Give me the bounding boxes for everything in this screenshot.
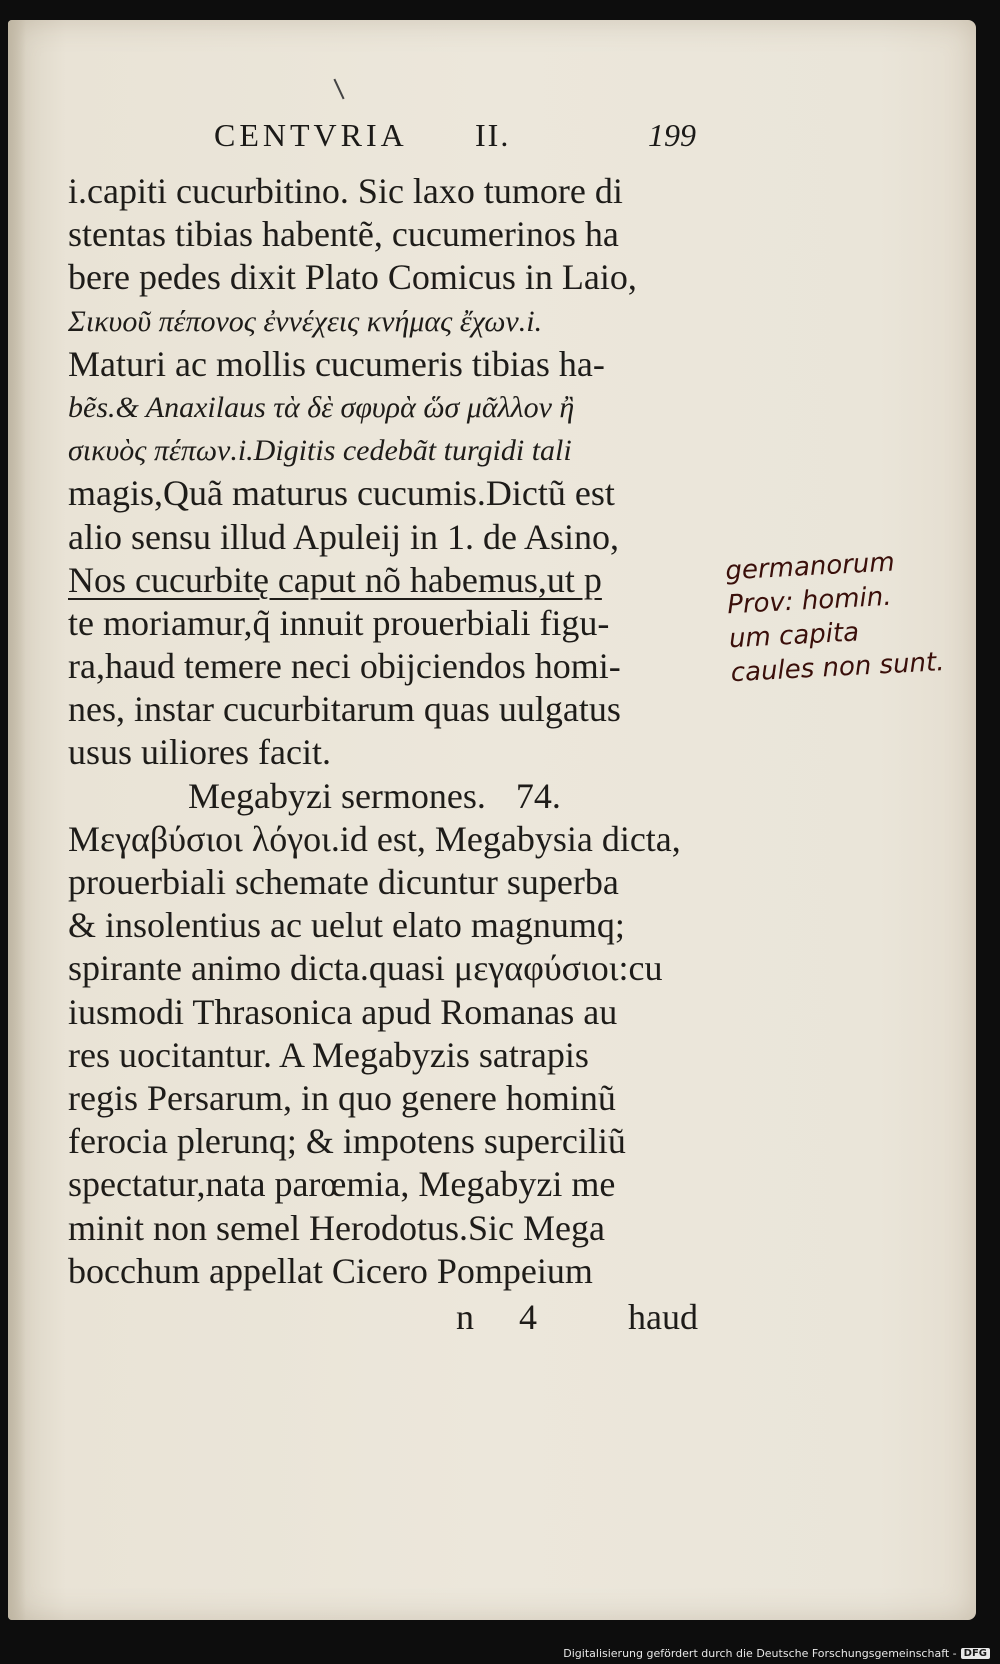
line-text: bere pedes dixit Plato Comicus in Laio, bbox=[68, 257, 637, 298]
text-line bbox=[68, 516, 728, 559]
text-line bbox=[68, 429, 728, 472]
text-line bbox=[68, 818, 728, 861]
line-text: σικυὸς πέπων.i.Digitis cedebãt turgidi tali bbox=[68, 434, 572, 468]
text-line bbox=[68, 904, 728, 947]
line-text: usus uiliores facit. bbox=[68, 732, 331, 773]
text-line bbox=[68, 256, 728, 299]
section-heading: Megabyzi sermones. bbox=[188, 775, 486, 816]
text-line bbox=[68, 472, 728, 515]
text-line bbox=[68, 1120, 728, 1163]
line-text: stentas tibias habentẽ, cucumerinos ha bbox=[68, 214, 619, 255]
text-line bbox=[68, 213, 728, 256]
text-line bbox=[68, 1034, 728, 1077]
marginal-note-line: germanorum bbox=[724, 547, 896, 587]
dfg-logo: DFG bbox=[961, 1648, 990, 1659]
marginal-note-line: Prov: homin. bbox=[726, 581, 893, 621]
text-line bbox=[68, 386, 728, 429]
text-line bbox=[68, 1250, 728, 1293]
running-head-number: II. bbox=[475, 117, 511, 153]
line-text: Maturi ac mollis cucumeris tibias ha- bbox=[68, 343, 605, 384]
line-text: regis Persarum, in quo genere hominũ bbox=[68, 1077, 616, 1118]
text-line bbox=[68, 947, 728, 990]
line-text: ferocia plerunq; & impotens superciliũ bbox=[68, 1121, 626, 1162]
line-text: te moriamur,q̃ innuit prouerbiali figu- bbox=[68, 602, 610, 643]
line-text: iusmodi Thrasonica apud Romanas au bbox=[68, 991, 618, 1032]
book-page bbox=[8, 20, 976, 1620]
main-text bbox=[68, 170, 728, 1293]
line-text: magis,Quã maturus cucumis.Dictũ est bbox=[68, 473, 615, 514]
line-text: Μεγαβύσιοι λόγοι.id est, Megabysia dicta, bbox=[68, 818, 681, 859]
line-text: res uocitantur. A Megabyzis satrapis bbox=[68, 1034, 589, 1075]
folio-number: 199 bbox=[648, 117, 696, 153]
line-text: Σικυοῦ πέπονος ἐννέχεις κνήμας ἔχων.i. bbox=[68, 304, 543, 338]
line-text: spectatur,nata parœmia, Megabyzi me bbox=[68, 1164, 616, 1205]
running-head-title: CENTVRIA bbox=[214, 117, 408, 153]
text-line bbox=[68, 1163, 728, 1206]
credit-text: Digitalisierung gefördert durch die Deutsche Forschungsgemeinschaft - bbox=[563, 1647, 957, 1660]
line-text: prouerbiali schemate dicuntur superba bbox=[68, 862, 619, 902]
text-line bbox=[68, 1207, 728, 1250]
line-text: bocchum appellat Cicero Pompeium bbox=[68, 1250, 593, 1291]
text-line bbox=[68, 602, 728, 645]
signature-mark: n 4 bbox=[456, 1297, 555, 1337]
line-text: bẽs.& Anaxilaus τὰ δὲ σφυρὰ ὥσ μᾶλλον ἢ bbox=[68, 390, 575, 424]
handwritten-marginalia bbox=[725, 542, 972, 690]
page-gutter-shadow bbox=[8, 20, 26, 1620]
marginal-note-line: um capita bbox=[728, 617, 860, 655]
line-text: alio sensu illud Apuleij in 1. de Asino, bbox=[68, 516, 619, 557]
text-line bbox=[68, 688, 728, 731]
text-line bbox=[68, 559, 728, 602]
line-text: ra,haud temere neci obijciendos homi- bbox=[68, 646, 621, 687]
text-line bbox=[68, 645, 728, 688]
text-line bbox=[68, 775, 728, 818]
page-foot bbox=[8, 1296, 976, 1346]
text-line bbox=[68, 343, 728, 386]
catchword: haud bbox=[628, 1297, 698, 1337]
text-line bbox=[68, 861, 728, 904]
line-text: & insolentius ac uelut elato magnumq; bbox=[68, 905, 625, 946]
digitization-credit bbox=[563, 1647, 990, 1660]
ink-mark bbox=[333, 79, 344, 100]
line-text: i.capiti cucurbitino. Sic laxo tumore di bbox=[68, 171, 623, 211]
line-text: nes, instar cucurbitarum quas uulgatus bbox=[68, 689, 621, 730]
text-line bbox=[68, 300, 728, 343]
text-line bbox=[68, 1077, 728, 1120]
text-line bbox=[68, 731, 728, 774]
text-line bbox=[68, 991, 728, 1034]
running-head bbox=[8, 117, 976, 167]
line-text: Nos cucurbitę caput nõ habemus,ut p bbox=[68, 559, 602, 600]
marginal-note-line: caules non sunt. bbox=[730, 647, 946, 689]
line-text: spirante animo dicta.quasi μεγαφύσιοι:cu bbox=[68, 948, 663, 989]
adage-number: 74. bbox=[515, 775, 561, 816]
line-text: minit non semel Herodotus.Sic Mega bbox=[68, 1207, 605, 1248]
text-line bbox=[68, 170, 728, 213]
